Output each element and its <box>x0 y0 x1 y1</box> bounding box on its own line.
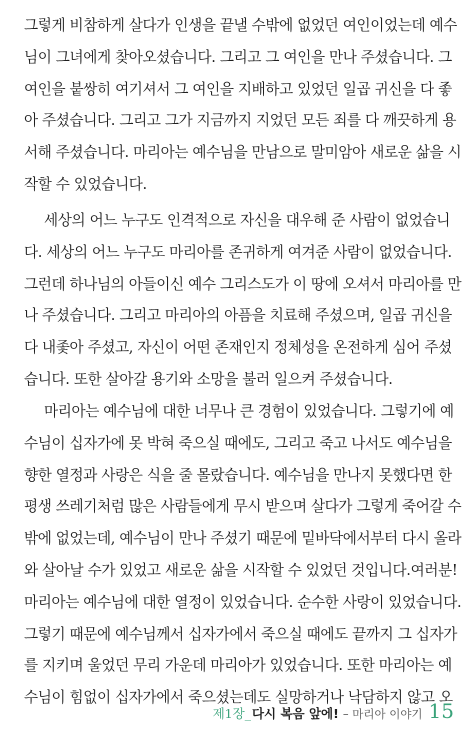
paragraph-line: 습니다. 또한 살아갈 용기와 소망을 불러 일으켜 주셨습니다. <box>24 370 393 388</box>
paragraph-line: 밖에 없었는데, 예수님이 만나 주셨기 때문에 밑바닥에서부터 다시 올라 <box>24 530 462 548</box>
paragraph-line: 다. 세상의 어느 누구도 마리아를 존귀하게 여겨준 사람이 없었습니다. <box>24 243 452 261</box>
footer-chapter-title: 다시 복음 앞에! <box>251 706 339 721</box>
footer-chapter-subtitle: – 마리아 이야기 <box>342 707 423 721</box>
paragraph-line: 수님이 십자가에 못 박혀 죽으실 때에도, 그리고 죽고 나서도 예수님을 <box>24 434 452 452</box>
page-number: 15 <box>428 699 454 723</box>
page-footer <box>213 699 454 723</box>
paragraph-line: 마리아는 예수님에 대한 너무나 큰 경험이 있었습니다. 그렇기에 예 <box>44 403 454 420</box>
paragraph-line: 서해 주셨습니다. 마리아는 예수님을 만남으로 말미암아 새로운 삶을 시 <box>24 144 462 162</box>
paragraph-line: 를 지키며 울었던 무리 가운데 마리아가 있었습니다. 또한 마리아는 예 <box>24 657 452 675</box>
paragraph-line: 와 살아날 수가 있었고 새로운 삶을 시작할 수 있었던 것입니다.여러분! <box>24 561 458 579</box>
paragraph-line: 그렇기 때문에 예수님께서 십자가에서 죽으실 때에도 끝까지 그 십자가 <box>24 625 457 643</box>
paragraph-line: 수님이 힘없이 십자가에서 죽으셨는데도 실망하거나 낙담하지 않고 오 <box>24 689 453 707</box>
paragraph-line: 여인을 붙쌍히 여기셔서 그 여인을 지배하고 있었던 일곱 귀신을 다 좋 <box>24 80 452 98</box>
paragraph-3 <box>24 396 462 714</box>
paragraph-line: 그렇게 비참하게 살다가 인생을 끝낼 수밖에 없었던 여인이었는데 예수 <box>24 17 457 34</box>
paragraph-line: 나 주셨습니다. 그리고 마리아의 아픔을 치료해 주셨으며, 일곱 귀신을 <box>24 307 452 325</box>
footer-chapter-label: 제1장 <box>212 706 245 721</box>
paragraph-line: 다 내좇아 주셨고, 자신이 어떤 존재인지 정체성을 온전하게 심어 주셨 <box>24 339 452 357</box>
paragraph-1 <box>24 10 462 201</box>
paragraph-line: 평생 쓰레기처럼 많은 사람들에게 무시 받으며 살다가 그렇게 죽어갈 수 <box>24 498 462 516</box>
paragraph-line: 향한 열정과 사랑은 식을 줄 몰랐습니다. 예수님을 만나지 못했다면 한 <box>24 466 452 484</box>
footer-separator: _ <box>244 706 251 721</box>
paragraph-line: 아 주셨습니다. 그리고 그가 지금까지 지었던 모든 죄를 다 깨끗하게 용 <box>24 112 457 130</box>
paragraph-2 <box>24 205 462 396</box>
paragraph-line: 마리아는 예수님에 대한 열정이 있었습니다. 순수한 사랑이 있었습니다. <box>24 593 462 611</box>
paragraph-line: 세상의 어느 누구도 인격적으로 자신을 대우해 준 사람이 없었습니 <box>44 212 450 229</box>
paragraph-line: 작할 수 있었습니다. <box>24 175 147 193</box>
paragraph-line: 그런데 하나님의 아들이신 예수 그리스도가 이 땅에 오셔서 마리아를 만 <box>24 275 462 293</box>
paragraph-line: 님이 그녀에게 찾아오셨습니다. 그리고 그 여인을 만나 주셨습니다. 그 <box>24 48 452 66</box>
